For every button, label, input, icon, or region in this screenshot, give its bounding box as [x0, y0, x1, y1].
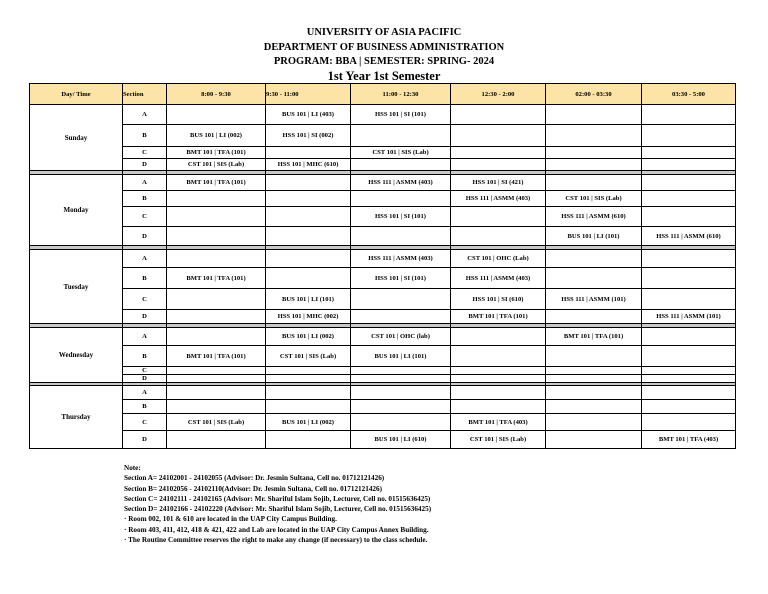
section-cell: B	[123, 346, 167, 367]
class-cell	[167, 289, 266, 310]
class-cell: BUS 101 | LI (610)	[351, 431, 451, 449]
class-cell: BMT 101 | TFA (101)	[451, 310, 546, 324]
class-cell	[167, 310, 266, 324]
class-cell	[642, 191, 736, 207]
class-cell	[167, 431, 266, 449]
class-cell: HSS 111 | ASMM (403)	[451, 268, 546, 289]
class-cell	[167, 207, 266, 227]
note-line: Section C= 24102111 - 24102165 (Advisor: Mr. Shariful Islam Sojib, Lecturer, Cell no. 01515636425)	[124, 494, 431, 503]
class-cell: BMT 101 | TFA (403)	[451, 414, 546, 431]
class-cell	[546, 159, 642, 171]
program-title: PROGRAM: BBA | SEMESTER: SPRING- 2024	[273, 56, 495, 67]
class-cell: BUS 101 | LI (002)	[266, 328, 351, 346]
class-cell: CST 101 | SIS (Lab)	[451, 431, 546, 449]
col-header-slot-5: 02:00 - 03:30	[546, 84, 642, 105]
table-row	[30, 346, 736, 367]
section-cell: D	[123, 227, 167, 246]
class-cell	[266, 375, 351, 383]
table-row	[30, 310, 736, 324]
class-cell	[642, 328, 736, 346]
table-row	[30, 375, 736, 383]
section-cell: D	[123, 431, 167, 449]
class-cell: HSS 111 | ASMM (610)	[546, 207, 642, 227]
class-cell	[266, 268, 351, 289]
class-cell	[546, 400, 642, 414]
class-cell	[351, 227, 451, 246]
class-cell	[451, 105, 546, 125]
class-cell	[351, 386, 451, 400]
semester-title: 1st Year 1st Semester	[327, 69, 441, 83]
class-cell	[167, 367, 266, 375]
class-cell	[351, 414, 451, 431]
section-cell: B	[123, 268, 167, 289]
col-header-slot-2: 9:30 - 11:00	[266, 84, 351, 105]
day-cell: Tuesday	[30, 250, 123, 324]
section-cell: C	[123, 414, 167, 431]
class-cell: HSS 101 | SI (101)	[351, 207, 451, 227]
table-row	[30, 159, 736, 171]
class-cell: HSS 101 | SI (101)	[351, 105, 451, 125]
section-cell: C	[123, 367, 167, 375]
class-cell: HSS 111 | ASMM (403)	[351, 250, 451, 268]
class-cell	[642, 375, 736, 383]
day-cell: Wednesday	[30, 328, 123, 383]
class-cell: CST 101 | OHC (Lab)	[451, 250, 546, 268]
class-cell	[266, 250, 351, 268]
class-cell	[351, 159, 451, 171]
class-cell	[266, 386, 351, 400]
class-cell	[451, 346, 546, 367]
class-cell	[451, 159, 546, 171]
class-cell	[167, 375, 266, 383]
class-cell	[642, 268, 736, 289]
note-line: Section D= 24102166 - 24102220 (Advisor: Mr. Shariful Islam Sojib, Lecturer, Cell no. 01515636425)	[124, 505, 432, 514]
class-cell: BMT 101 | TFA (101)	[167, 346, 266, 367]
class-cell	[167, 227, 266, 246]
class-cell	[546, 105, 642, 125]
class-cell	[351, 367, 451, 375]
class-cell	[546, 386, 642, 400]
class-cell: BUS 101 | LI (101)	[351, 346, 451, 367]
class-cell	[546, 431, 642, 449]
table-row	[30, 367, 736, 375]
class-cell	[642, 147, 736, 159]
note-line: · The Routine Committee reserves the right to make any change (if necessary) to the class schedule.	[124, 536, 428, 545]
class-cell: CST 101 | SIS (Lab)	[167, 159, 266, 171]
section-cell: C	[123, 147, 167, 159]
class-cell	[266, 227, 351, 246]
class-cell: BUS 101 | LI (403)	[266, 105, 351, 125]
section-cell: A	[123, 175, 167, 191]
class-cell	[351, 289, 451, 310]
col-header-slot-1: 8:00 - 9:30	[167, 84, 266, 105]
class-cell	[642, 414, 736, 431]
class-cell	[266, 367, 351, 375]
table-row	[30, 268, 736, 289]
class-cell	[351, 191, 451, 207]
table-row	[30, 328, 736, 346]
note-line: Section B= 24102056 - 24102110(Advisor: Dr. Jesmin Sultana, Cell no. 01712121426)	[124, 484, 382, 493]
class-cell: CST 101 | SIS (Lab)	[266, 346, 351, 367]
class-cell: HSS 111 | ASMM (403)	[451, 191, 546, 207]
class-cell	[642, 367, 736, 375]
class-cell	[451, 400, 546, 414]
col-header-slot-3: 11:00 - 12:30	[351, 84, 451, 105]
class-cell	[167, 400, 266, 414]
class-cell: CST 101 | SIS (Lab)	[167, 414, 266, 431]
class-cell	[167, 250, 266, 268]
class-cell: BMT 101 | TFA (101)	[167, 268, 266, 289]
class-cell: BMT 101 | TFA (403)	[642, 431, 736, 449]
class-cell	[451, 328, 546, 346]
class-cell	[266, 191, 351, 207]
table-row	[30, 414, 736, 431]
day-cell: Sunday	[30, 105, 123, 171]
note-line: Section A= 24102001 - 24102055 (Advisor: Dr. Jesmin Sultana, Cell no. 01712121426)	[124, 474, 385, 483]
class-cell	[266, 147, 351, 159]
note-line: · Room 403, 411, 412, 418 & 421, 422 and Lab are located in the UAP City Campus Annex Building.	[124, 525, 429, 534]
university-title: UNIVERSITY OF ASIA PACIFIC	[306, 27, 462, 38]
class-cell	[546, 375, 642, 383]
section-cell: D	[123, 159, 167, 171]
section-cell: B	[123, 191, 167, 207]
class-cell	[642, 207, 736, 227]
class-cell	[451, 386, 546, 400]
class-cell	[351, 125, 451, 147]
table-row	[30, 400, 736, 414]
table-row	[30, 191, 736, 207]
table-row	[30, 386, 736, 400]
class-cell: CST 101 | SIS (Lab)	[351, 147, 451, 159]
col-header-section: Section	[123, 84, 167, 105]
class-cell: HSS 101 | MHC (002)	[266, 310, 351, 324]
table-header-row	[30, 84, 736, 105]
section-cell: D	[123, 310, 167, 324]
class-cell	[351, 375, 451, 383]
note-heading: Note:	[124, 464, 141, 472]
class-cell	[266, 400, 351, 414]
class-cell	[546, 310, 642, 324]
table-row	[30, 250, 736, 268]
class-cell	[266, 175, 351, 191]
class-cell: BMT 101 | TFA (101)	[167, 147, 266, 159]
class-cell	[167, 105, 266, 125]
section-cell: B	[123, 125, 167, 147]
class-cell	[546, 125, 642, 147]
class-cell	[642, 346, 736, 367]
class-cell	[642, 159, 736, 171]
table-row	[30, 175, 736, 191]
class-cell: HSS 111 | ASMM (403)	[351, 175, 451, 191]
class-cell: HSS 101 | SI (101)	[351, 268, 451, 289]
class-cell	[266, 207, 351, 227]
section-cell: B	[123, 400, 167, 414]
class-cell: HSS 111 | ASMM (610)	[642, 227, 736, 246]
class-cell: BMT 101 | TFA (101)	[167, 175, 266, 191]
class-cell: HSS 101 | SI (421)	[451, 175, 546, 191]
section-cell: A	[123, 328, 167, 346]
section-cell: A	[123, 386, 167, 400]
class-cell: BUS 101 | LI (002)	[167, 125, 266, 147]
section-cell: C	[123, 207, 167, 227]
class-cell: BMT 101 | TFA (101)	[546, 328, 642, 346]
class-cell	[451, 207, 546, 227]
class-cell	[351, 400, 451, 414]
class-cell	[642, 400, 736, 414]
class-cell: BUS 101 | LI (101)	[266, 289, 351, 310]
class-cell	[167, 328, 266, 346]
note-line: · Room 002, 101 & 610 are located in the UAP City Campus Building.	[124, 515, 337, 524]
class-cell: CST 101 | OHC (lab)	[351, 328, 451, 346]
class-cell	[546, 268, 642, 289]
class-cell	[451, 227, 546, 246]
class-cell	[167, 386, 266, 400]
class-cell: HSS 111 | ASMM (101)	[642, 310, 736, 324]
department-title: DEPARTMENT OF BUSINESS ADMINISTRATION	[263, 42, 505, 53]
class-cell	[642, 250, 736, 268]
class-cell	[351, 310, 451, 324]
day-cell: Monday	[30, 175, 123, 246]
class-cell	[546, 414, 642, 431]
class-cell: HSS 101 | MHC (610)	[266, 159, 351, 171]
table-row	[30, 207, 736, 227]
class-cell: BUS 101 | LI (002)	[266, 414, 351, 431]
table-row	[30, 125, 736, 147]
section-cell: A	[123, 250, 167, 268]
class-cell	[642, 105, 736, 125]
class-cell: HSS 101 | SI (002)	[266, 125, 351, 147]
section-cell: D	[123, 375, 167, 383]
class-cell	[546, 147, 642, 159]
class-cell: BUS 101 | LI (101)	[546, 227, 642, 246]
section-cell: A	[123, 105, 167, 125]
class-cell	[642, 175, 736, 191]
table-row	[30, 289, 736, 310]
table-row	[30, 431, 736, 449]
day-cell: Thursday	[30, 386, 123, 449]
class-cell	[546, 175, 642, 191]
table-row	[30, 105, 736, 125]
class-cell	[451, 367, 546, 375]
col-header-slot-6: 03:30 - 5:00	[642, 84, 736, 105]
col-header-day-time: Day/ Time	[30, 84, 123, 105]
table-row	[30, 227, 736, 246]
col-header-slot-4: 12:30 - 2:00	[451, 84, 546, 105]
notes-section	[124, 463, 431, 545]
class-cell	[546, 250, 642, 268]
section-cell: C	[123, 289, 167, 310]
class-cell	[642, 125, 736, 147]
class-cell	[451, 125, 546, 147]
class-cell	[642, 289, 736, 310]
class-cell: HSS 111 | ASMM (101)	[546, 289, 642, 310]
class-cell	[451, 147, 546, 159]
class-cell	[546, 367, 642, 375]
class-cell	[546, 346, 642, 367]
class-routine-table	[29, 83, 736, 449]
class-cell: HSS 101 | SI (610)	[451, 289, 546, 310]
class-cell	[266, 431, 351, 449]
class-cell	[451, 375, 546, 383]
class-cell	[642, 386, 736, 400]
class-cell	[167, 191, 266, 207]
class-cell: CST 101 | SIS (Lab)	[546, 191, 642, 207]
table-row	[30, 147, 736, 159]
